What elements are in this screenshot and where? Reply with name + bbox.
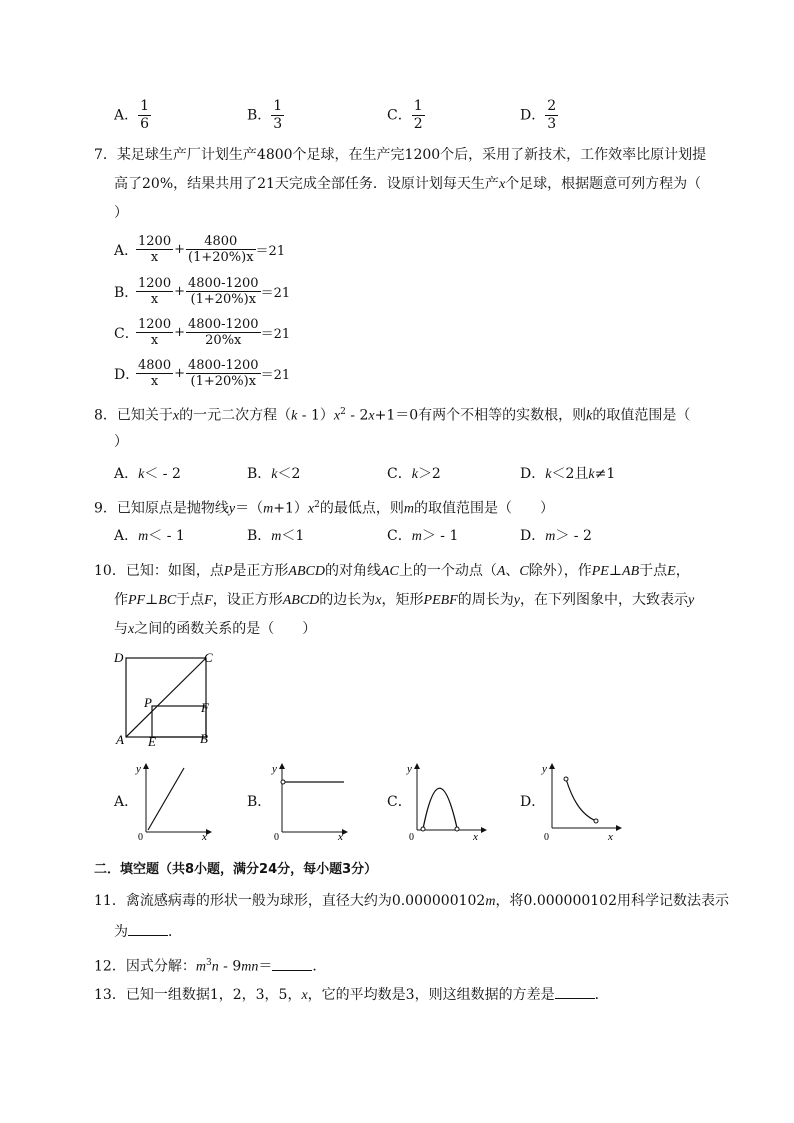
text: 为 xyxy=(114,924,128,940)
variable: m xyxy=(138,529,149,544)
variable: m xyxy=(485,894,496,909)
option-label: A． xyxy=(114,107,139,124)
numerator: 1200 xyxy=(138,276,172,291)
q8-option-b[interactable] xyxy=(247,464,300,485)
text: ，将0.000000102用科学记数法表示 xyxy=(495,893,729,909)
variable: x xyxy=(368,408,375,424)
y-label: y xyxy=(407,763,412,775)
q9-stem xyxy=(94,495,554,520)
text: ， xyxy=(675,563,690,579)
variable: y xyxy=(687,593,695,608)
section-heading: 二．填空题（共8小题，满分24分，每小题3分） xyxy=(94,862,378,877)
text: 与 xyxy=(114,621,128,637)
rectangle-pebf xyxy=(152,706,206,737)
text: 的对角线 xyxy=(324,563,381,579)
q10-stem-line3 xyxy=(114,619,316,640)
denominator: 20%x xyxy=(205,333,242,348)
denominator: (1+20%)x xyxy=(188,250,254,265)
denominator: x xyxy=(150,250,159,265)
variable: AB xyxy=(622,564,640,579)
q9-option-a[interactable] xyxy=(114,526,185,547)
rhs: ＝21 xyxy=(260,327,291,342)
variable: F xyxy=(204,593,213,608)
label-c: C xyxy=(204,650,213,665)
q12-stem xyxy=(94,953,326,978)
q8-stem-line2: ） xyxy=(114,434,128,450)
plus-sign: + xyxy=(174,325,185,340)
variable: PE xyxy=(591,564,609,579)
y-arrow xyxy=(549,763,555,769)
q7-option-c[interactable] xyxy=(114,317,290,348)
text: +1＝0有两个不相等的实数根，则 xyxy=(374,407,587,424)
text: - 1） xyxy=(297,407,334,424)
origin-label: 0 xyxy=(409,832,414,840)
variable: x xyxy=(333,408,341,424)
x-arrow xyxy=(206,829,212,835)
text: ＜ - 1 xyxy=(148,528,185,544)
fraction xyxy=(136,234,173,265)
denominator: 2 xyxy=(413,116,423,132)
variable: k xyxy=(588,467,595,482)
option-label: C． xyxy=(114,325,139,342)
text: 的取值范围是（ ） xyxy=(413,500,554,517)
q10-graph-b[interactable] xyxy=(270,758,350,840)
fraction xyxy=(412,98,425,133)
option-label: D． xyxy=(520,107,546,124)
q10-option-a-label[interactable]: A． xyxy=(114,794,139,810)
text: ≠1 xyxy=(594,466,616,482)
text: 13．已知一组数据1，2，3，5， xyxy=(94,987,302,1003)
text: 于点 xyxy=(176,592,205,608)
text: ，矩形 xyxy=(381,592,424,608)
option-label: B． xyxy=(247,466,272,482)
plus-sign: + xyxy=(174,366,185,381)
text: ，它的平均数是3，则这组数据的方差是 xyxy=(307,987,555,1003)
q6-option-d[interactable] xyxy=(520,98,558,133)
q7-stem-line2 xyxy=(114,174,701,195)
text: 的边长为 xyxy=(319,592,376,608)
text: 是正方形 xyxy=(232,563,289,579)
q9-option-d[interactable] xyxy=(520,526,592,547)
text: ⊥ xyxy=(608,563,623,579)
plus-sign: + xyxy=(174,242,185,257)
option-label: C． xyxy=(387,107,412,124)
text: 9．已知原点是抛物线 xyxy=(94,500,229,517)
variable: m xyxy=(411,529,422,544)
numerator: 2 xyxy=(547,98,557,114)
variable: x xyxy=(301,988,308,1003)
x-arrow xyxy=(342,829,348,835)
text: ＝（ xyxy=(235,500,264,517)
origin-label: 0 xyxy=(544,832,549,840)
text: ＜2且 xyxy=(551,466,589,482)
open-point xyxy=(564,777,568,781)
q10-option-b-label[interactable]: B． xyxy=(247,794,272,810)
fraction xyxy=(186,358,261,389)
text: 高了20%，结果共用了21天完成全部任务．设原计划每天生产 xyxy=(114,176,499,192)
label-a: A xyxy=(116,732,124,747)
answer-blank[interactable] xyxy=(128,922,168,936)
q13-stem xyxy=(94,985,609,1006)
variable: x xyxy=(375,593,382,608)
option-label: D． xyxy=(520,466,546,482)
q6-option-a[interactable] xyxy=(114,98,151,133)
variable: y xyxy=(513,593,520,608)
option-label: A． xyxy=(114,466,139,482)
text: 12．因式分解： xyxy=(94,958,196,975)
origin-label: 0 xyxy=(138,832,143,840)
variable: m xyxy=(403,501,414,517)
variable: m xyxy=(195,959,206,975)
variable: k xyxy=(411,467,418,482)
text: ． xyxy=(312,958,327,975)
variable: n xyxy=(211,959,219,975)
text: ． xyxy=(594,987,609,1003)
q7-option-d[interactable] xyxy=(114,358,290,389)
q8-option-c[interactable] xyxy=(387,464,441,485)
variable: k xyxy=(586,408,593,424)
text: 个足球，根据题意可列方程为（ xyxy=(505,176,702,192)
text: ＜ - 2 xyxy=(144,466,181,482)
open-point xyxy=(281,780,285,784)
denominator: (1+20%)x xyxy=(190,374,257,389)
variable: m xyxy=(545,529,556,544)
text: - 9 xyxy=(218,958,242,975)
variable: x xyxy=(128,622,135,637)
text: ＜1 xyxy=(281,528,305,544)
denominator: 6 xyxy=(140,116,150,132)
text: 11．禽流感病毒的形状一般为球形，直径大约为0.000000102 xyxy=(94,893,486,909)
variable: k xyxy=(291,408,298,424)
variable: k xyxy=(545,467,552,482)
q11-stem-line2 xyxy=(114,922,182,942)
denominator: 3 xyxy=(273,116,283,132)
text: 作 xyxy=(114,592,128,608)
variable: E xyxy=(667,564,676,579)
text: ＞2 xyxy=(417,466,441,482)
q10-option-d-label[interactable]: D． xyxy=(520,794,546,810)
text: - 2 xyxy=(345,407,369,424)
q10-graph-d[interactable] xyxy=(540,758,625,840)
x-arrow xyxy=(616,825,622,831)
numerator: 1 xyxy=(273,98,283,114)
numerator: 4800-1200 xyxy=(188,358,259,373)
text: 之间的函数关系的是（ ） xyxy=(134,621,317,637)
square-figure xyxy=(108,648,218,748)
numerator: 4800-1200 xyxy=(188,276,259,291)
open-point xyxy=(455,827,459,831)
open-point xyxy=(421,827,425,831)
option-label: A． xyxy=(114,528,139,544)
plus-sign: + xyxy=(174,284,185,299)
option-label: C． xyxy=(387,466,412,482)
option-label: C． xyxy=(387,528,412,544)
q6-option-c[interactable] xyxy=(387,98,425,133)
option-label: A． xyxy=(114,242,139,259)
q8-option-a[interactable] xyxy=(114,464,181,485)
variable: AC xyxy=(380,564,399,579)
label-p: P xyxy=(144,695,152,710)
text: 10．已知：如图，点 xyxy=(94,563,224,579)
text: ⊥ xyxy=(145,592,159,608)
fraction xyxy=(186,317,261,348)
fraction xyxy=(136,317,173,348)
rhs: ＝21 xyxy=(260,286,291,301)
denominator: 3 xyxy=(547,116,557,132)
numerator: 1200 xyxy=(138,317,172,332)
q7-option-a[interactable] xyxy=(114,234,285,265)
text: 于点 xyxy=(639,563,668,579)
variable: x xyxy=(498,177,506,192)
variable: PF xyxy=(128,593,146,608)
variable: A xyxy=(496,564,506,579)
variable: m xyxy=(263,501,274,517)
variable: k xyxy=(271,467,278,482)
label-b: B xyxy=(200,731,208,746)
variable: ABCD xyxy=(288,564,325,579)
variable: m xyxy=(271,529,282,544)
label-e: E xyxy=(148,734,156,748)
rhs: ＝21 xyxy=(260,368,291,383)
x-label: x xyxy=(608,831,613,840)
numerator: 4800 xyxy=(138,358,172,373)
variable: mn xyxy=(241,959,259,975)
variable: k xyxy=(138,467,145,482)
option-label: D． xyxy=(114,366,140,383)
q9-option-c[interactable] xyxy=(387,526,458,547)
numerator: 4800-1200 xyxy=(188,317,259,332)
numerator: 1 xyxy=(413,98,423,114)
variable: PEBF xyxy=(423,593,458,608)
text: 、 xyxy=(505,563,520,579)
fraction xyxy=(136,358,173,389)
x-label: x xyxy=(338,831,343,840)
option-label: B． xyxy=(247,528,272,544)
label-f: F xyxy=(201,700,209,715)
text: 的最低点，则 xyxy=(319,500,404,517)
fraction xyxy=(186,234,256,265)
answer-blank[interactable] xyxy=(272,957,312,971)
y-label: y xyxy=(272,763,277,775)
denominator: (1+20%)x xyxy=(190,292,257,307)
text: 的周长为 xyxy=(457,592,514,608)
q8-option-d[interactable] xyxy=(520,464,615,485)
denominator: x xyxy=(150,292,159,307)
y-label: y xyxy=(136,763,141,775)
graph-curve xyxy=(566,779,596,821)
x-label: x xyxy=(202,831,207,840)
fraction xyxy=(186,276,261,307)
q10-graph-a[interactable] xyxy=(134,758,214,840)
numerator: 1 xyxy=(140,98,150,114)
text: +1） xyxy=(273,500,308,517)
q10-stem-line1 xyxy=(94,561,690,582)
y-arrow xyxy=(279,763,285,769)
fraction xyxy=(271,98,284,133)
text: ，设正方形 xyxy=(212,592,283,608)
text: 的一元二次方程（ xyxy=(179,407,292,424)
exponent: 2 xyxy=(314,500,320,510)
label-d: D xyxy=(114,650,124,665)
text: ＝ xyxy=(258,958,273,975)
q9-option-b[interactable] xyxy=(247,526,304,547)
open-point xyxy=(594,819,598,823)
variable: x xyxy=(172,408,180,424)
q7-option-b[interactable] xyxy=(114,276,290,307)
y-arrow xyxy=(414,763,420,769)
q10-option-c-label[interactable]: C． xyxy=(387,794,412,810)
variable: P xyxy=(223,564,233,579)
variable: BC xyxy=(158,593,177,608)
text: ． xyxy=(168,924,182,940)
q11-stem-line1 xyxy=(94,891,729,912)
q6-option-b[interactable] xyxy=(247,98,284,133)
q7-stem-line3: ） xyxy=(114,205,128,221)
q10-graph-c[interactable] xyxy=(405,758,490,840)
denominator: x xyxy=(150,374,159,389)
text: 除外），作 xyxy=(528,563,592,579)
q7-stem-line1: 7．某足球生产厂计划生产4800个足球，在生产完1200个后，采用了新技术，工作效率比原计划提 xyxy=(94,147,707,163)
text: ，在下列图象中，大致表示 xyxy=(519,592,688,608)
exponent: 3 xyxy=(205,958,212,968)
variable: x xyxy=(307,501,315,517)
denominator: x xyxy=(150,333,159,348)
variable: y xyxy=(228,501,236,517)
x-label: x xyxy=(473,831,478,840)
numerator: 4800 xyxy=(186,234,256,250)
text: 的取值范围是（ xyxy=(592,407,691,424)
graph-curve xyxy=(423,788,457,829)
option-label: B． xyxy=(247,107,272,124)
text: ＞ - 2 xyxy=(555,528,592,544)
y-arrow xyxy=(143,763,149,769)
fraction xyxy=(545,98,558,133)
text: ＜2 xyxy=(277,466,301,482)
variable: C xyxy=(519,564,529,579)
variable: ABCD xyxy=(282,593,320,608)
exponent: 2 xyxy=(340,407,346,417)
numerator: 1200 xyxy=(138,234,172,249)
text: ＞ - 1 xyxy=(421,528,459,544)
text: 8．已知关于 xyxy=(94,407,173,424)
answer-blank[interactable] xyxy=(555,985,595,999)
option-label: B． xyxy=(114,284,139,301)
option-label: D． xyxy=(520,528,546,544)
graph-line xyxy=(148,768,184,830)
q8-stem-line1 xyxy=(94,402,690,427)
rhs: ＝21 xyxy=(255,244,286,259)
diagonal-ac xyxy=(126,658,206,737)
x-arrow xyxy=(481,827,487,833)
q10-stem-line2 xyxy=(114,590,694,611)
text: 上的一个动点（ xyxy=(398,563,497,579)
fraction xyxy=(136,276,173,307)
fraction xyxy=(138,98,151,133)
y-label: y xyxy=(542,763,547,775)
origin-label: 0 xyxy=(274,832,279,840)
